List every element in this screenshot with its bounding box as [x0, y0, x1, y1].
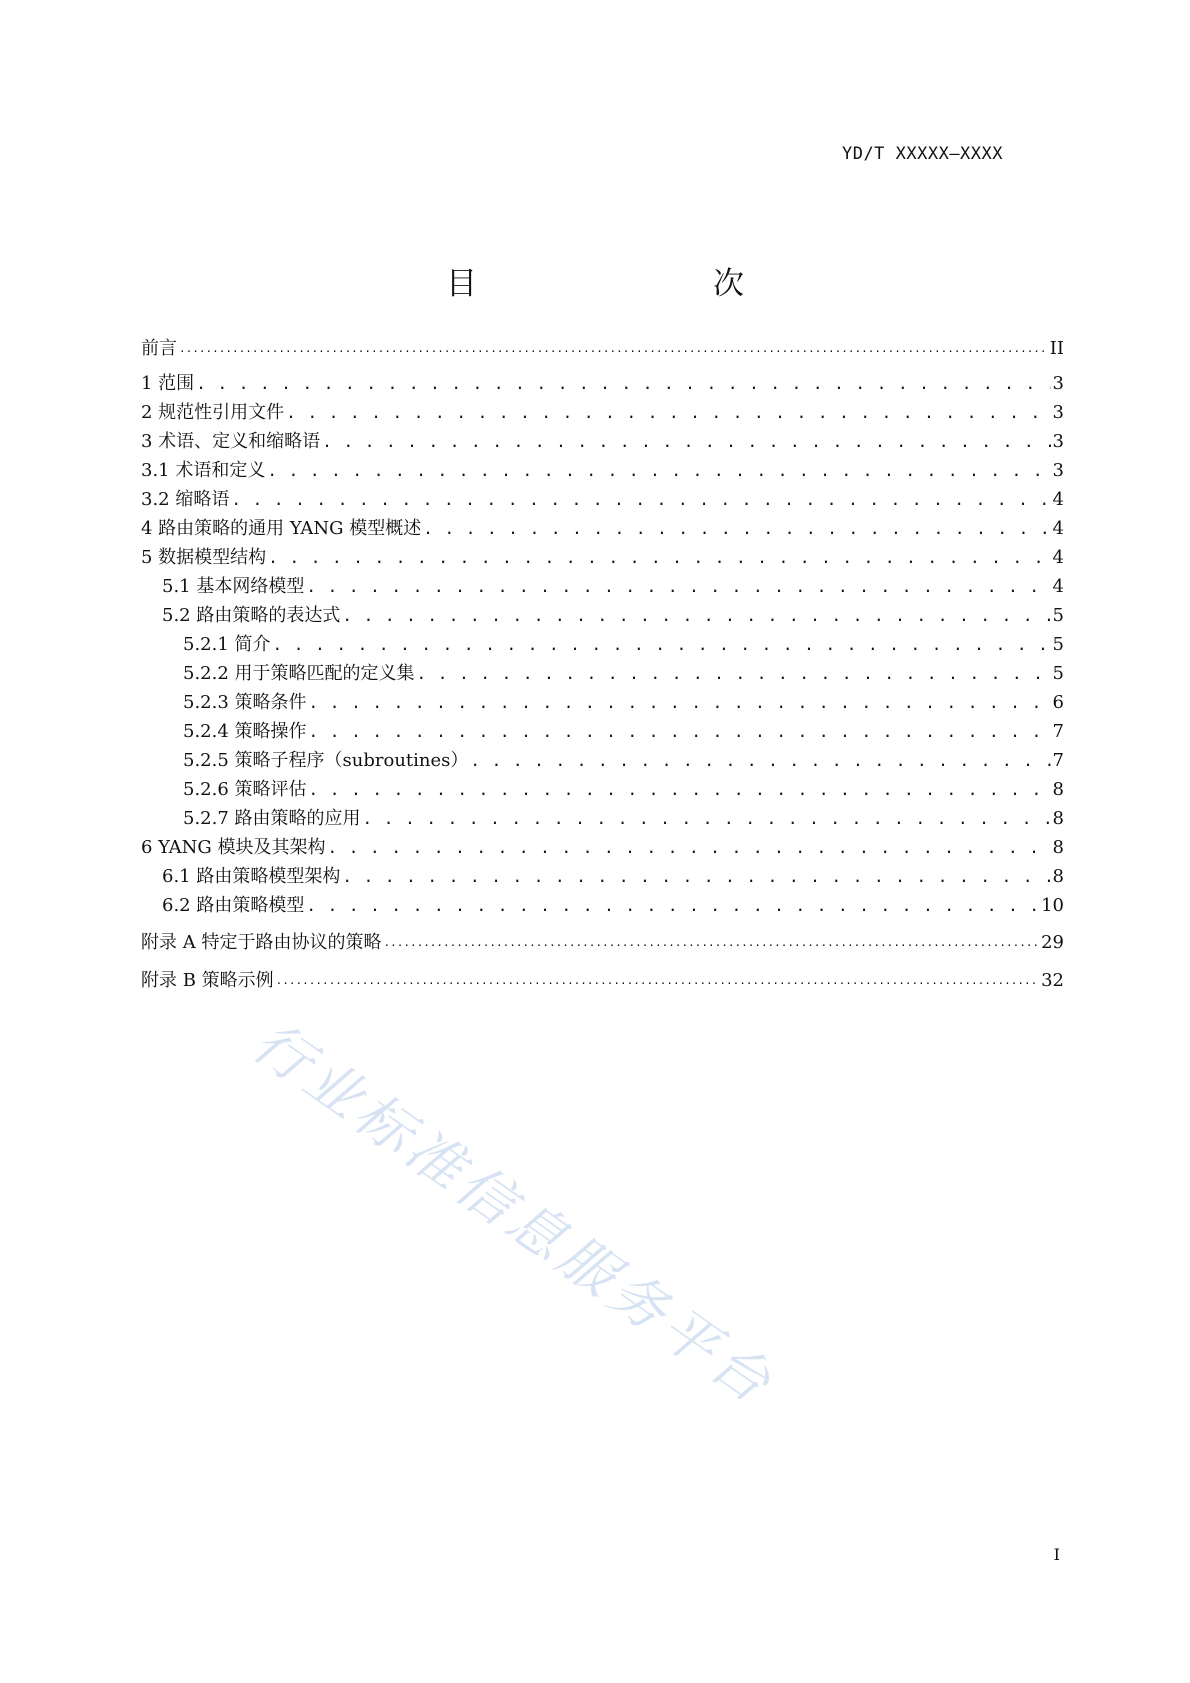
toc-entry-6-1[interactable] [162, 864, 1064, 890]
document-code: YD/T XXXXX—XXXX [841, 144, 1003, 164]
dot-leader [383, 930, 1039, 956]
toc-entry-page: 3 [1051, 458, 1064, 484]
toc-entry-label: 1 范围 [141, 371, 196, 397]
toc-entry-4[interactable] [141, 516, 1064, 542]
dot-leader [306, 574, 1050, 600]
toc-entry-label: 前言 [141, 336, 179, 362]
toc-entry-5-2-4[interactable] [183, 719, 1064, 745]
toc-entry-5-2-5[interactable] [183, 748, 1064, 774]
dot-leader [470, 748, 1050, 774]
toc-entry-label: 6.1 路由策略模型架构 [162, 864, 342, 890]
toc-entry-foreword[interactable] [141, 336, 1064, 362]
toc-entry-5-2-1[interactable] [183, 632, 1064, 658]
dot-leader [268, 545, 1050, 571]
toc-entry-3[interactable] [141, 429, 1064, 455]
toc-entry-3-2[interactable] [141, 487, 1064, 513]
toc-entry-label: 5.2.6 策略评估 [183, 777, 309, 803]
dot-leader [342, 603, 1050, 629]
dot-leader [342, 864, 1050, 890]
toc-entry-5-2-7[interactable] [183, 806, 1064, 832]
toc-entry-page: 5 [1051, 632, 1064, 658]
toc-entry-5-1[interactable] [162, 574, 1064, 600]
toc-entry-label: 3 术语、定义和缩略语 [141, 429, 322, 455]
dot-leader [306, 893, 1039, 919]
toc-entry-5-2[interactable] [162, 603, 1064, 629]
toc-entry-5-2-2[interactable] [183, 661, 1064, 687]
toc-entry-page: 3 [1051, 371, 1064, 397]
dot-leader [267, 458, 1050, 484]
dot-leader [309, 777, 1051, 803]
toc-entry-page: 8 [1051, 777, 1064, 803]
toc-entry-label: 2 规范性引用文件 [141, 400, 286, 426]
toc-entry-5-2-6[interactable] [183, 777, 1064, 803]
toc-entry-label: 5.2.2 用于策略匹配的定义集 [183, 661, 417, 687]
toc-entry-1[interactable] [141, 371, 1064, 397]
toc-entry-page: 6 [1051, 690, 1064, 716]
toc-entry-page: 5 [1051, 603, 1064, 629]
dot-leader [231, 487, 1050, 513]
watermark-text: 行业标准信息服务平台 [240, 1009, 786, 1419]
toc-entry-page: 10 [1039, 893, 1064, 919]
toc-entry-page: 3 [1051, 429, 1064, 455]
toc-entry-label: 5.2 路由策略的表达式 [162, 603, 342, 629]
toc-entry-label: 5.2.7 路由策略的应用 [183, 806, 363, 832]
toc-entry-label: 附录 A 特定于路由协议的策略 [141, 930, 383, 956]
toc-entry-5-2-3[interactable] [183, 690, 1064, 716]
toc-entry-page: 8 [1051, 835, 1064, 861]
toc-entry-label: 5.1 基本网络模型 [162, 574, 306, 600]
toc-entry-6-2[interactable] [162, 893, 1064, 919]
toc-entry-page: 3 [1051, 400, 1064, 426]
toc-entry-label: 6 YANG 模块及其架构 [141, 835, 328, 861]
toc-title: 目 次 [446, 266, 802, 302]
toc-entry-label: 3.1 术语和定义 [141, 458, 267, 484]
toc-entry-page: 4 [1051, 574, 1064, 600]
toc-entry-2[interactable] [141, 400, 1064, 426]
page-number: I [1053, 1545, 1060, 1564]
toc-entry-page: 4 [1051, 487, 1064, 513]
toc-entry-appendix-b[interactable] [141, 968, 1064, 994]
dot-leader [328, 835, 1051, 861]
dot-leader [309, 719, 1051, 745]
toc-entry-label: 5 数据模型结构 [141, 545, 268, 571]
dot-leader [423, 516, 1050, 542]
dot-leader [179, 336, 1048, 362]
dot-leader [322, 429, 1050, 455]
toc-entry-label: 5.2.5 策略子程序（subroutines） [183, 748, 470, 774]
toc-entry-page: 29 [1039, 930, 1064, 956]
toc-entry-label: 5.2.1 简介 [183, 632, 273, 658]
dot-leader [276, 968, 1039, 994]
toc-entry-label: 4 路由策略的通用 YANG 模型概述 [141, 516, 423, 542]
dot-leader [273, 632, 1051, 658]
dot-leader [286, 400, 1050, 426]
toc-entry-page: 4 [1051, 545, 1064, 571]
toc-entry-page: 8 [1051, 806, 1064, 832]
toc-entry-label: 5.2.3 策略条件 [183, 690, 309, 716]
toc-entry-page: 7 [1051, 748, 1064, 774]
toc-entry-page: II [1048, 336, 1064, 362]
toc-entry-page: 5 [1051, 661, 1064, 687]
toc-entry-6[interactable] [141, 835, 1064, 861]
toc-entry-page: 8 [1051, 864, 1064, 890]
toc-entry-3-1[interactable] [141, 458, 1064, 484]
dot-leader [196, 371, 1050, 397]
toc-entry-page: 4 [1051, 516, 1064, 542]
toc-entry-label: 6.2 路由策略模型 [162, 893, 306, 919]
dot-leader [309, 690, 1051, 716]
toc-entry-page: 32 [1039, 968, 1064, 994]
toc-entry-appendix-a[interactable] [141, 930, 1064, 956]
dot-leader [363, 806, 1051, 832]
toc-entry-5[interactable] [141, 545, 1064, 571]
toc-entry-label: 附录 B 策略示例 [141, 968, 276, 994]
dot-leader [417, 661, 1051, 687]
toc-entry-page: 7 [1051, 719, 1064, 745]
toc-entry-label: 5.2.4 策略操作 [183, 719, 309, 745]
toc-entry-label: 3.2 缩略语 [141, 487, 231, 513]
